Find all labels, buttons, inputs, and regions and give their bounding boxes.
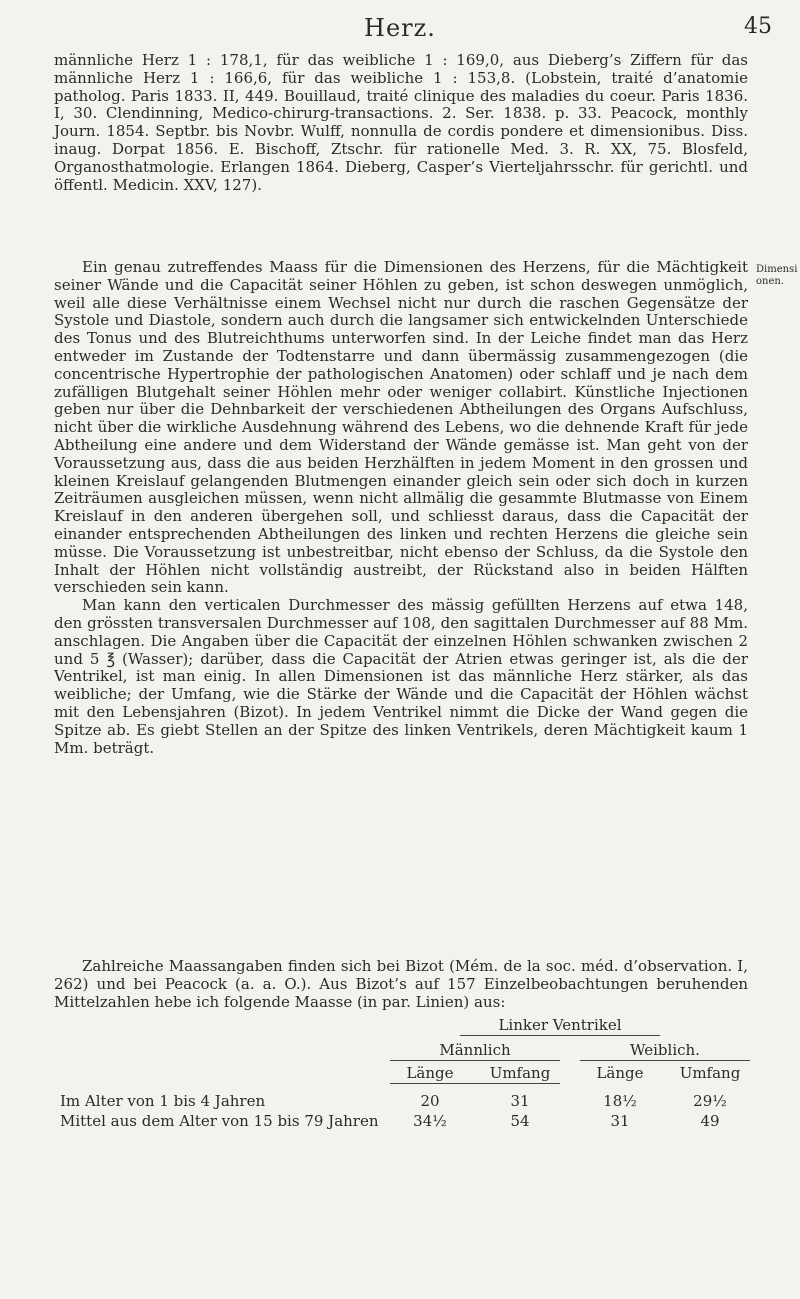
group-male: Männlich (439, 1041, 511, 1059)
dimensions-paragraphs (54, 259, 748, 757)
cell: 31 (610, 1112, 630, 1130)
running-title: Herz. (364, 14, 436, 42)
citation-paragraph (54, 52, 748, 194)
col-male-length: Länge (406, 1064, 454, 1082)
group-female: Weiblich. (630, 1041, 700, 1059)
margin-note: Dimensionen. (756, 264, 798, 287)
table-title-rule (460, 1035, 660, 1036)
cell: 54 (510, 1112, 530, 1130)
table-title: Linker Ventrikel (498, 1016, 622, 1034)
col-male-circumference: Umfang (489, 1064, 551, 1082)
measurements-intro (54, 958, 748, 1011)
cell: 18½ (603, 1092, 637, 1110)
page-number: 45 (744, 14, 772, 39)
cell: 29½ (693, 1092, 727, 1110)
cell: 34½ (413, 1112, 447, 1130)
measurement-table (60, 1016, 750, 1246)
row-label-adult: Mittel aus dem Alter von 15 bis 79 Jahren (60, 1112, 379, 1130)
paragraph-4: Zahlreiche Maassangaben finden sich bei Bizot (Mém. de la soc. méd. d’observation. I, 262) und bei Peacock (a. a. O.). Aus Bizot’s auf 157 Einzelbeobachtungen beruhenden Mittelzahlen hebe ich folgende Maasse (in par. Linien) aus: (54, 957, 748, 1011)
group-male-rule (390, 1060, 560, 1061)
group-female-rule (580, 1060, 750, 1061)
col-female-length: Länge (596, 1064, 644, 1082)
col-female-circumference: Umfang (679, 1064, 741, 1082)
cell: 31 (510, 1092, 530, 1110)
paragraph-1: männliche Herz 1 : 178,1, für das weibliche 1 : 169,0, aus Dieberg’s Ziffern für das männliche Herz 1 : 166,6, für das weibliche 1 : 153,8. (Lobstein, traité d’anatomie patholog. Paris 1833. II, 449. Bouillaud, traité clinique des maladies du coeur. Paris 1836. I, 30. Clendinning, Medico-chirurg-transactions. 2. Ser. 1838. p. 33. Peacock, monthly Journ. 1854. Septbr. bis Novbr. Wulff, nonnulla de cordis pondere et dimensionibus. Diss. inaug. Dorpat 1856. E. Bischoff, Ztschr. für rationelle Med. 3. R. XX, 75. Blosfeld, Organosthatmologie. Erlangen 1864. Dieberg, Casper’s Vierteljahrsschr. für gerichtl. und öffentl. Medicin. XXV, 127). (54, 51, 748, 194)
cell: 49 (700, 1112, 720, 1130)
paragraph-2: Ein genau zutreffendes Maass für die Dimensionen des Herzens, für die Mächtigkeit seiner Wände und die Capacität seiner Höhlen zu geben, ist schon deswegen unmöglich, weil alle diese Verhältnisse einem Wechsel nicht nur durch die raschen Gegensätze der Systole und Diastole, sondern auch durch die langsamer sich entwickelnden Unterschiede des Tonus und des Blutreichthums unterworfen sind. In der Leiche findet man das Herz entweder im Zustande der Todtenstarre und dann übermässig zusammengezogen (die concentrische Hypertrophie der pathologischen Anatomen) oder schlaff und je nach dem zufälligen Blutgehalt seiner Höhlen mehr oder weniger collabirt. Künstliche Injectionen geben nur über die Dehnbarkeit der verschiedenen Abtheilungen des Organs Aufschluss, nicht über die wirkliche Ausdehnung während des Lebens, wo die dehnende Kraft für jede Abtheilung eine andere und dem Widerstand der Wände gemässe ist. Man geht von der Voraussetzung aus, dass die aus beiden Herzhälften in jedem Moment in den grossen und kleinen Kreislauf gelangenden Blutmengen einander gleich sein oder sich doch in kurzen Zeiträumen ausgleichen müssen, wenn nicht allmälig die gesammte Blutmasse von Einem Kreislauf in den anderen übergehen soll, und schliesst daraus, dass die Capacität der einander entsprechenden Abtheilungen des linken und rechten Herzens die gleiche sein müsse. Die Voraussetzung ist unbestreitbar, nicht ebenso der Schluss, da die Systole den Inhalt der Höhlen nicht vollständig austreibt, der Rückstand also in beiden Hälften verschieden sein kann. (54, 258, 748, 597)
paragraph-3: Man kann den verticalen Durchmesser des mässig gefüllten Herzens auf etwa 148, den grössten transversalen Durchmesser auf 108, den sagittalen Durchmesser auf 88 Mm. anschlagen. Die Angaben über die Capacität der einzelnen Höhlen schwanken zwischen 2 und 5 ℥ (Wasser); darüber, dass die Capacität der Atrien etwas geringer ist, als die der Ventrikel, ist man einig. In allen Dimensionen ist das männliche Herz stärker, als das weibliche; der Umfang, wie die Stärke der Wände und die Capacität der Höhlen wächst mit den Lebensjahren (Bizot). In jedem Ventrikel nimmt die Dicke der Wand gegen die Spitze ab. Es giebt Stellen an der Spitze des linken Ventrikels, deren Mächtigkeit kaum 1 Mm. beträgt. (54, 596, 748, 757)
page-header (0, 14, 800, 54)
cell: 20 (420, 1092, 440, 1110)
row-label-young: Im Alter von 1 bis 4 Jahren (60, 1092, 266, 1110)
col-rule-male (390, 1083, 560, 1084)
